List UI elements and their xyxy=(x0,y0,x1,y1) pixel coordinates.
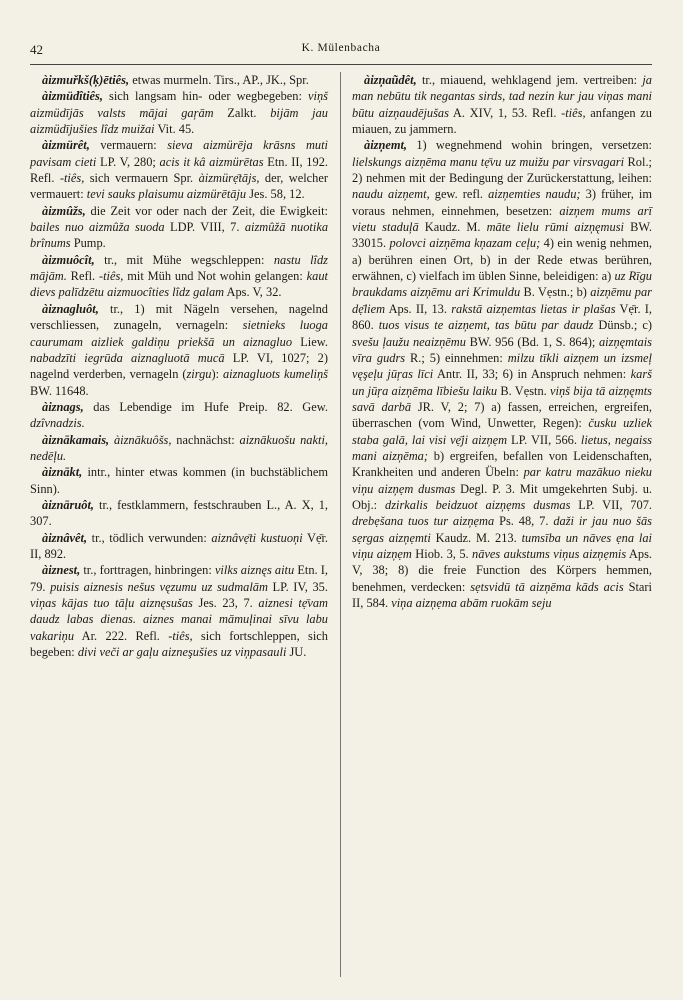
dictionary-entry xyxy=(30,72,328,88)
definition-text: 3) früher, im voraus nehmen, einnehmen, besetzen: xyxy=(352,187,652,218)
definition-text: Jes. 58, 12. xyxy=(246,187,305,202)
example-text: uz Rīgu braukdams aizņēmu ari Krimuldu xyxy=(352,269,652,300)
example-text: bijām jau aizmüdījušies lîdz muižai xyxy=(30,105,328,137)
definition-text: Kaudz. M. xyxy=(418,220,487,235)
dictionary-entry xyxy=(30,399,328,432)
example-text: naudu aizņemt, xyxy=(352,187,430,202)
example-text: zirgu xyxy=(186,367,212,382)
definition-text: Liew. xyxy=(292,334,328,349)
example-text: nabadzīti iegrūda aiznagluotā mucā xyxy=(30,350,225,365)
definition-text: Ar. 222. Refl. xyxy=(74,628,169,643)
definition-text: b) ergreifen, befallen von Leidenschaften, Krankheiten und anderen Übeln: xyxy=(352,448,652,480)
header-rule xyxy=(30,64,652,65)
example-text: karš un jūŗa aizņēma lībiešu laiku xyxy=(352,367,652,398)
definition-text: etwas murmeln. Tirs., AP., JK., Spr. xyxy=(129,73,309,87)
definition-text: das Lebendige im Hufe Preip. 82. Gew. xyxy=(83,399,328,414)
definition-text: Degl. P. 3. Mit umgekehrten Subj. u. Obj.: xyxy=(352,481,652,512)
definition-text: A. XIV, 1, 53. Refl. xyxy=(448,105,562,120)
entry-headword: àiznags, xyxy=(42,399,84,414)
page-number: 42 xyxy=(30,42,43,57)
example-text: tuos visus te aizņemt, tas būtu par daudz xyxy=(378,318,594,333)
definition-text: 1) wegnehmend wohin bringen, versetzen: xyxy=(407,138,652,153)
example-text: àiznākuôšs, xyxy=(113,432,172,447)
dictionary-entry xyxy=(352,137,652,611)
example-text: àizmürẹ̄tājs, xyxy=(198,171,260,186)
definition-text: R.; 5) einnehmen: xyxy=(405,350,508,365)
definition-text: tr., forttragen, hinbringen: xyxy=(80,563,215,578)
definition-text: tr., miauend, wehklagend jem. vertreiben: xyxy=(416,73,643,87)
definition-text: BW. 956 (Bd. 1, S. 864); xyxy=(465,334,599,349)
definition-text: 4) ein wenig nehmen, a) berühren einen Ort, b) in der Rede etwas berühren, erwähnen, c) vielfach im üblen Sinne, beleidigen: a) xyxy=(352,236,653,284)
entry-headword: àiznagluôt, xyxy=(42,301,99,316)
example-text: aizņem mums arī vietu staduļā xyxy=(352,203,652,235)
example-text: aiznagluots kumeliņš xyxy=(222,367,328,382)
entry-headword: àiznākt, xyxy=(42,465,83,480)
example-text: par katru mazākuo nieku viņu aizņẹm dusmas xyxy=(352,465,652,496)
definition-text xyxy=(136,612,143,626)
definition-text: der, welcher vermauert: xyxy=(30,171,328,202)
example-text: aiznesi tẹ̄vam daudz labas dienas. xyxy=(30,596,328,627)
example-text: polovci aizņēma kņazam ceļu; xyxy=(389,236,541,251)
example-text: aiznâvẹ̄ti kustuoņi xyxy=(211,530,303,545)
definition-text: ): xyxy=(211,367,223,382)
definition-text: Aps. V, 38; 8) die freie Function des Körpers hemmen, benehmen, verdecken: xyxy=(352,546,652,594)
dictionary-entry xyxy=(352,72,652,137)
definition-text: Vẹ̄r. I, 860. xyxy=(352,301,653,333)
definition-text: LP. V, 280; xyxy=(96,154,160,169)
dictionary-entry xyxy=(30,252,328,301)
definition-text: LDP. VIII, 7. xyxy=(164,220,245,235)
example-text: lielskungs aizņēma manu tẹ̄vu uz muižu par virsvagari xyxy=(352,154,625,169)
definition-text: die Zeit vor oder nach der Zeit, die Ewigkeit: xyxy=(85,203,328,218)
definition-text: Hiob. 3, 5. xyxy=(411,546,473,561)
definition-text: anfangen zu miauen, zu jammern. xyxy=(352,105,653,137)
dictionary-entry xyxy=(30,88,328,137)
example-text: viņa aizņẹma abām ruokām seju xyxy=(391,596,552,610)
example-text: -tiês, xyxy=(59,171,85,186)
example-text: aizņēmu par dẹ̄liem xyxy=(352,285,652,316)
example-text: daži ir jau nuo šās sẹrgas aizņẹmti xyxy=(352,514,652,545)
example-text: aizņęmtais vīra gudrs xyxy=(352,334,652,365)
example-text: tevi sauks plaisumu aizmürētāju xyxy=(86,187,247,202)
example-text: vilks aiznęs aitu xyxy=(214,563,295,578)
entry-headword: àizņaũdêt, xyxy=(364,73,417,87)
definition-text: sich vermauern Spr. xyxy=(84,171,199,186)
running-head: K. Mülenbacha xyxy=(301,42,381,54)
example-text: sietnieks luoga caurumam aizliek galdiņu priekšā un aiznagluo xyxy=(30,318,328,349)
example-text: sẹtsvidū tā aizņēma kāds acis xyxy=(470,579,624,594)
entry-headword: àizmûžs, xyxy=(42,203,86,218)
example-text: milzu tīkli aizņem un izsmeļ vęşeļu jūŗas līci xyxy=(352,350,652,382)
definition-text: Vẹ̄r. II, 892. xyxy=(30,530,328,561)
example-text: viņš aizmüdījās valsts mājai gaŗām xyxy=(30,89,328,120)
definition-text: Rol.; 2) nehmen mit der Bedingung der Zurückerstattung, leihen: xyxy=(352,154,652,186)
definition-text: LP. IV, 35. xyxy=(267,579,328,594)
example-text: viņas kājas tuo tāļu aiznęsušas xyxy=(30,596,193,610)
definition-text: vermauern: xyxy=(89,138,168,153)
example-text: dzirkalis beidzuot aizņẹms dusmas xyxy=(385,497,571,512)
definition-text: Vit. 45. xyxy=(154,122,195,137)
definition-text: Aps. V, 32. xyxy=(224,285,282,300)
definition-text: Aps. II, 13. xyxy=(385,301,452,316)
entry-headword: àizmüdîtiês, xyxy=(42,89,103,104)
column-divider xyxy=(340,72,341,977)
example-text: -tiês, xyxy=(561,105,586,120)
example-text: aiznākuošu nakti, nedēļu. xyxy=(30,432,328,463)
left-column xyxy=(30,72,328,660)
example-text: -tiês, xyxy=(168,628,193,643)
example-text: divi veči ar gaļu aizneşušies uz viņpasauli xyxy=(77,645,287,660)
right-column xyxy=(352,72,652,611)
definition-text: intr., hinter etwas kommen (in buchstäblichem Sinn). xyxy=(30,465,328,496)
definition-text: sich langsam hin- oder wegbegeben: xyxy=(102,89,309,104)
entry-headword: àizmuôcît, xyxy=(42,252,95,267)
definition-text: BW. 11648. xyxy=(30,383,89,398)
definition-text: tr., festklammern, festschrauben L., A. X, 1, 307. xyxy=(30,497,328,529)
definition-text: LP. VII, 707. xyxy=(570,497,652,512)
definition-text: BW. 33015. xyxy=(352,220,652,251)
definition-text: Ps. 48, 7. xyxy=(494,514,554,529)
definition-text: tr., tödlich verwunden: xyxy=(87,530,212,545)
definition-text: Pump. xyxy=(70,236,106,251)
definition-text: nachnächst: xyxy=(171,432,240,447)
dictionary-entry xyxy=(30,497,328,530)
definition-text: Refl. xyxy=(66,269,99,284)
example-text: nastu lîdz mājām. xyxy=(30,252,328,284)
example-text: lietus, negaiss mani aizņēma; xyxy=(352,432,652,463)
definition-text: Etn. I, 79. xyxy=(30,563,328,594)
example-text: tumsība un nāves ẹna lai viņu aizņẹm xyxy=(352,530,652,561)
entry-headword: àiznāruôt, xyxy=(42,497,94,512)
definition-text: B. Vẹstn. xyxy=(497,383,551,398)
dictionary-entry xyxy=(30,464,328,497)
example-text: čusku uzliek staba galā, lai visi vẹ̄ji aizņẹm xyxy=(352,416,652,447)
dictionary-entry xyxy=(30,301,328,399)
entry-headword: àiznākamais, xyxy=(42,432,110,447)
example-text: drebẹšana tuos tur aizņẹma xyxy=(352,514,495,529)
example-text: aiznes manai māmuļinai sīvu labu vakariņu xyxy=(30,612,328,643)
definition-text: B. Vẹstn.; b) xyxy=(520,285,591,300)
example-text: bailes nuo aizmûža suoda xyxy=(30,220,165,235)
entry-headword: àiznâvêt, xyxy=(42,530,88,545)
example-text: -tiês, xyxy=(98,269,124,284)
definition-text: Antr. II, 33; 6) in Anspruch nehmen: xyxy=(433,367,631,382)
example-text: svešu ļaužu neaizņēmu xyxy=(352,334,466,349)
example-text: dzîvnadzis. xyxy=(30,416,85,431)
example-text: aizmûžā nuotika brînums xyxy=(30,220,329,251)
definition-text: Stari II, 584. xyxy=(352,579,652,610)
example-text: ja man nebūtu tik negantas sirds, tad nezin kur jau viņas mani būtu aizņaudējušas xyxy=(352,73,652,120)
example-text: māte lielu rūmi aizņęmusi xyxy=(486,220,624,235)
example-text: nāves aukstums viņus aizņẹmis xyxy=(472,546,627,561)
example-text: rakstā aizņemtas lietas ir plašas xyxy=(451,301,616,316)
dictionary-entry xyxy=(30,137,328,202)
example-text: acis it kâ aizmürētas xyxy=(159,154,264,169)
entry-headword: àizmuřkš(ķ)ētiês, xyxy=(42,73,130,87)
example-text: kaut dievs palīdzētu aizmuocîties lîdz galam xyxy=(30,269,328,300)
page-header xyxy=(30,42,652,62)
definition-text: JR. V, 2; 7) a) fassen, erreichen, ergreifen, überraschen (vom Wind, Unwetter, Regen): xyxy=(352,399,652,431)
definition-text: tr., mit Mühe wegschleppen: xyxy=(94,252,274,267)
dictionary-entry xyxy=(30,432,328,465)
example-text: sieva aizmürēja krāsns muti pavisam cieti xyxy=(30,138,328,169)
definition-text: tr., 1) mit Nägeln versehen, nagelnd verschliessen, zunageln, vernageln: xyxy=(30,301,328,333)
definition-text: Etn. II, 192. Refl. xyxy=(30,154,328,186)
definition-text: LP. VI, 1027; 2) nagelnd verderben, vernageln ( xyxy=(30,350,328,382)
dictionary-entry xyxy=(30,530,328,563)
definition-text: gew. refl. xyxy=(429,187,489,202)
example-text: viņš bija tā aizņęmts savā darbā xyxy=(352,383,652,414)
dictionary-entry xyxy=(30,203,328,252)
example-text: aizņemties naudu; xyxy=(488,187,581,202)
definition-text: Jes. 23, 7. xyxy=(192,596,259,610)
definition-text: Kaudz. M. 213. xyxy=(430,530,522,545)
definition-text: LP. VII, 566. xyxy=(507,432,581,447)
definition-text: sich fortschleppen, sich begeben: xyxy=(30,628,328,660)
example-text: puisis aiznesis nešus vęzumu uz sudmalām xyxy=(50,579,268,594)
entry-headword: àiznest, xyxy=(42,563,81,578)
definition-text: Dünsb.; c) xyxy=(593,318,653,333)
definition-text: JU. xyxy=(286,645,307,660)
definition-text: Zalkt. xyxy=(213,105,271,120)
dictionary-entry xyxy=(30,562,328,660)
definition-text: mit Müh und Not wohin gelangen: xyxy=(123,269,307,284)
entry-headword: àizmürêt, xyxy=(42,138,90,153)
entry-headword: àizņemt, xyxy=(364,138,408,153)
